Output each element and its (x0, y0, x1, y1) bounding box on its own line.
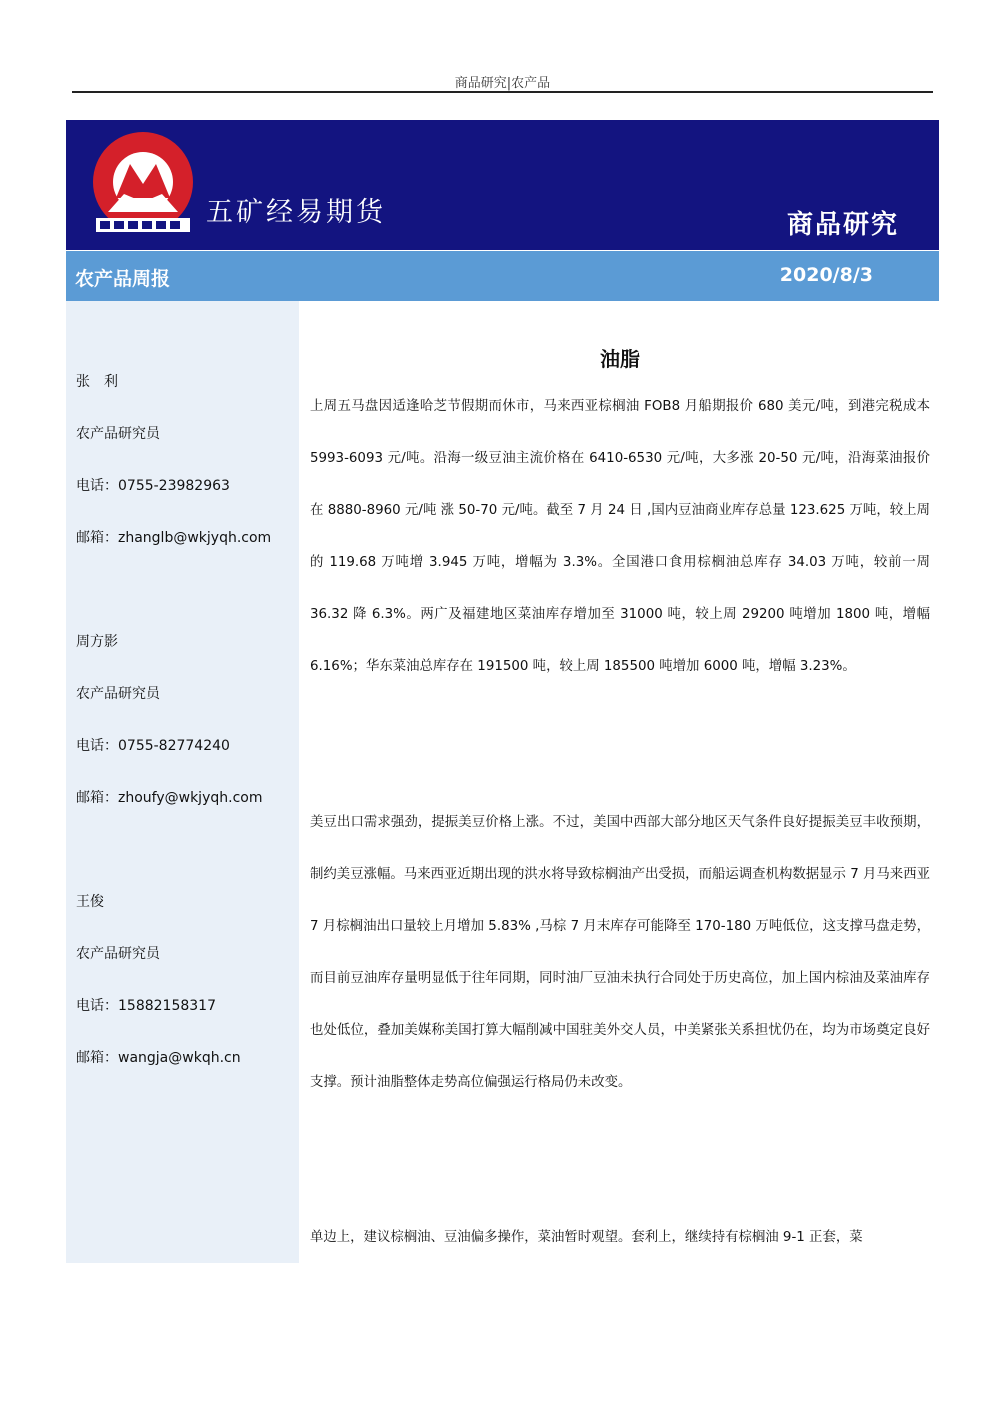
body-paragraph: 单边上，建议棕榈油、豆油偏多操作，菜油暂时观望。套利上，继续持有棕榈油 9-1 正套，菜 (310, 1230, 863, 1245)
report-type: 农产品周报 (75, 268, 171, 290)
report-subbar (66, 251, 939, 301)
analyst-phone: 电话：15882158317 (76, 998, 216, 1014)
analyst-email: 邮箱：wangja@wkqh.cn (76, 1050, 241, 1066)
analyst-name: 张 利 (76, 374, 118, 390)
report-banner (66, 120, 939, 250)
body-paragraph: 美豆出口需求强劲，提振美豆价格上涨。不过，美国中西部大部分地区天气条件良好提振美豆丰收预期，制约美豆涨幅。马来西亚近期出现的洪水将导致棕榈油产出受损，而船运调查机构数据显示 7 月马来西亚 7 月棕榈油出口量较上月增加 5.83% ,马棕 7 月末库存可能降至 170-180 万吨低位，这支撑马盘走势，而目前豆油库存量明显低于往年同期，同时油厂豆油未执行合同处于历史高位，加上国内棕油及菜油库存也处低位，叠加美媒称美国打算大幅削减中国驻美外交人员，中美紧张关系担忧仍在，均为市场奠定良好支撑。预计油脂整体走势高位偏强运行格局仍未改变。 (310, 815, 930, 1090)
section-title: 油脂 (600, 347, 640, 371)
analyst-phone: 电话：0755-23982963 (76, 478, 230, 494)
analyst-email: 邮箱：zhoufy@wkjyqh.com (76, 790, 263, 806)
analyst-title: 农产品研究员 (76, 686, 160, 702)
body-paragraph: 上周五马盘因适逢哈芝节假期而休市，马来西亚棕榈油 FOB8 月船期报价 680 美元/吨，到港完税成本 5993-6093 元/吨。沿海一级豆油主流价格在 6410-6530 元/吨，大多涨 20-50 元/吨，沿海菜油报价在 8880-8960 元/吨 涨 50-70 元/吨。截至 7 月 24 日 ,国内豆油商业库存总量 123.625 万吨，较上周的 119.68 万吨增 3.945 万吨，增幅为 3.3%。全国港口食用棕榈油总库存 34.03 万吨，较前一周 36.32 降 6.3%。两广及福建地区菜油库存增加至 31000 吨，较上周 29200 吨增加 1800 吨，增幅 6.16%；华东菜油总库存在 191500 吨，较上周 185500 吨增加 6000 吨，增幅 3.23%。 (310, 399, 930, 674)
analyst-phone: 电话：0755-82774240 (76, 738, 230, 754)
analyst-title: 农产品研究员 (76, 426, 160, 442)
running-header: 商品研究|农产品 (454, 76, 551, 91)
analyst-name: 王俊 (76, 894, 104, 910)
analyst-sidebar (66, 301, 299, 1263)
minmetals-logo (88, 128, 198, 236)
analyst-name: 周方影 (76, 634, 118, 650)
banner-title: 商品研究 (786, 210, 899, 240)
company-name: 五矿经易期货 (206, 197, 386, 228)
header-rule (72, 91, 933, 93)
analyst-title: 农产品研究员 (76, 946, 160, 962)
analyst-email: 邮箱：zhanglb@wkjyqh.com (76, 530, 272, 546)
report-date: 2020/8/3 (779, 264, 873, 286)
